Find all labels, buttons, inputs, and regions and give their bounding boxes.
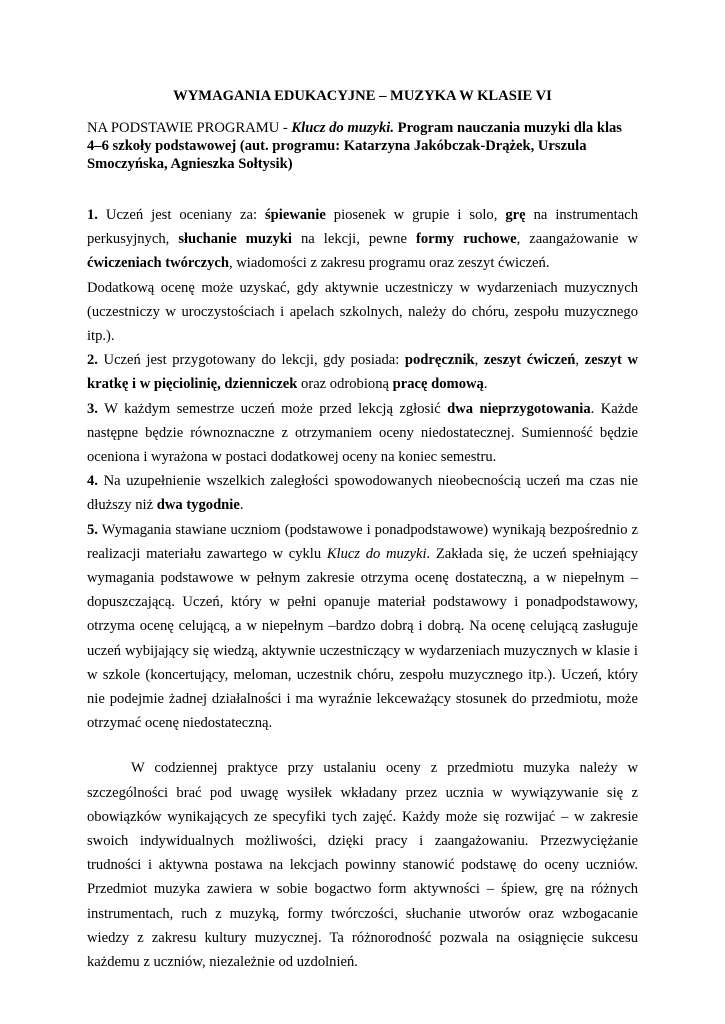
text: W każdym semestrze uczeń może przed lekcją zgłosić <box>97 400 448 417</box>
text: , wiadomości z zakresu programu oraz zeszyt ćwiczeń. <box>228 255 550 272</box>
emphasis: zeszyt ćwiczeń <box>483 352 576 369</box>
text: piosenek w grupie i solo, <box>325 207 506 223</box>
program-title-italic: Klucz do muzyki <box>326 545 427 562</box>
requirement-2 <box>87 348 638 396</box>
text: Na uzupełnienie wszelkich zaległości spowodowanych nieobecnością uczeń ma czas nie dłuższy niż <box>87 473 638 514</box>
requirement-number: 4. <box>87 473 98 490</box>
text: , <box>474 352 484 369</box>
emphasis: ćwiczeniach twórczych <box>87 255 229 272</box>
text: , <box>575 352 585 369</box>
text: oraz odrobioną <box>297 376 393 393</box>
emphasis: zeszyt w kratkę i w pięciolinię, dzienniczek <box>87 352 639 393</box>
text: Uczeń jest przygotowany do lekcji, gdy posiada: <box>97 352 405 369</box>
basis-prefix: NA PODSTAWIE PROGRAMU - <box>87 120 292 136</box>
requirement-3 <box>87 397 638 470</box>
emphasis: dwa nieprzygotowania <box>447 400 591 417</box>
text: na lekcji, pewne <box>291 231 416 248</box>
extra-grade-note: Dodatkową ocenę może uzyskać, gdy aktywnie uczestniczy w wydarzeniach muzycznych (uczestniczy w uroczystościach i apelach szkolnych, należy do chóru, zespołu muzycznego itp.). <box>87 279 638 345</box>
requirement-number: 2. <box>87 352 98 369</box>
text: , zaangażowanie w <box>516 231 638 248</box>
requirement-5 <box>87 518 638 736</box>
emphasis: formy ruchowe <box>416 231 517 248</box>
text: . <box>483 376 488 393</box>
requirement-number: 3. <box>87 400 98 417</box>
emphasis: dwa tygodnie <box>156 497 240 514</box>
emphasis: słuchanie muzyki <box>178 231 292 248</box>
text: Wymagania stawiane uczniom (podstawowe i ponadpodstawowe) wynikają bezpośrednio z realizacji materiału zawartego w cyklu <box>87 521 638 562</box>
text: . Zakłada się, że uczeń spełniający wymagania podstawowe w pełnym zakresie otrzyma ocenę dostateczną, a w niepełnym – dopuszczającą. Uczeń, który w pełni opanuje materiał podstawowy i ponadpodstawowy, otrzyma ocenę celującą, a w niepełnym –bardzo dobrą i dobrą. Na ocenę celującą zasługuje uczeń wybijający się wiedzą, aktywnie uczestniczący w wydarzeniach muzycznych w klasie i w szkole (koncertujący, meloman, uczestnik chóru, zespołu muzycznego itp.). Uczeń, który nie podejmie żadnej działalności i ma wyraźnie lekceważący stosunek do przedmiotu, może otrzymać ocenę niedostateczną. <box>87 545 638 732</box>
program-basis <box>87 119 638 173</box>
requirements-body <box>87 203 638 974</box>
text: . <box>239 497 244 514</box>
requirement-4 <box>87 469 638 517</box>
emphasis: pracę domową <box>392 376 484 393</box>
text: . Każde następne będzie równoznaczne z otrzymaniem oceny niedostatecznej. Sumienność będzie oceniona i wyrażona w postaci dodatkowej oceny na koniec semestru. <box>87 400 638 466</box>
text: Uczeń jest oceniany za: <box>97 207 265 223</box>
emphasis: śpiewanie <box>265 207 326 223</box>
closing-paragraph: W codziennej praktyce przy ustalaniu oceny z przedmiotu muzyka należy w szczególności brać pod uwagę wysiłek wkładany przez ucznia w wywiązywanie się z obowiązków wynikających ze specyfiki tych zajęć. Każdy może się rozwijać – w zakresie swoich indywidualnych możliwości, dzięki pracy i zaangażowaniu. Przezwyciężanie trudności i aktywna postawa na lekcjach powinny stanowić podstawę do oceny uczniów. Przedmiot muzyka zawiera w sobie bogactwo form aktywności – śpiew, grę na różnych instrumentach, ruch z muzyką, formy twórczości, słuchanie utworów oraz wzbogacanie wiedzy z zakresu kultury muzycznej. Ta różnorodność pozwala na osiągnięcie sukcesu każdemu z uczniów, niezależnie od uzdolnień. <box>87 760 638 971</box>
emphasis: grę <box>505 207 526 223</box>
requirement-number: 1. <box>87 207 98 223</box>
emphasis: podręcznik <box>404 352 475 369</box>
requirement-number: 5. <box>87 521 98 538</box>
document-title: WYMAGANIA EDUKACYJNE – MUZYKA W KLASIE VI <box>173 88 552 104</box>
text: na instrumentach perkusyjnych, <box>87 207 638 248</box>
basis-rest: Program nauczania muzyki dla klas 4–6 szkoły podstawowej (aut. programu: Katarzyna Jakóbczak-Drążek, Urszula Smoczyńska, Agnieszka Sołtysik) <box>87 120 622 172</box>
basis-program-title: Klucz do muzyki. <box>291 120 394 136</box>
requirement-1 <box>87 203 638 276</box>
